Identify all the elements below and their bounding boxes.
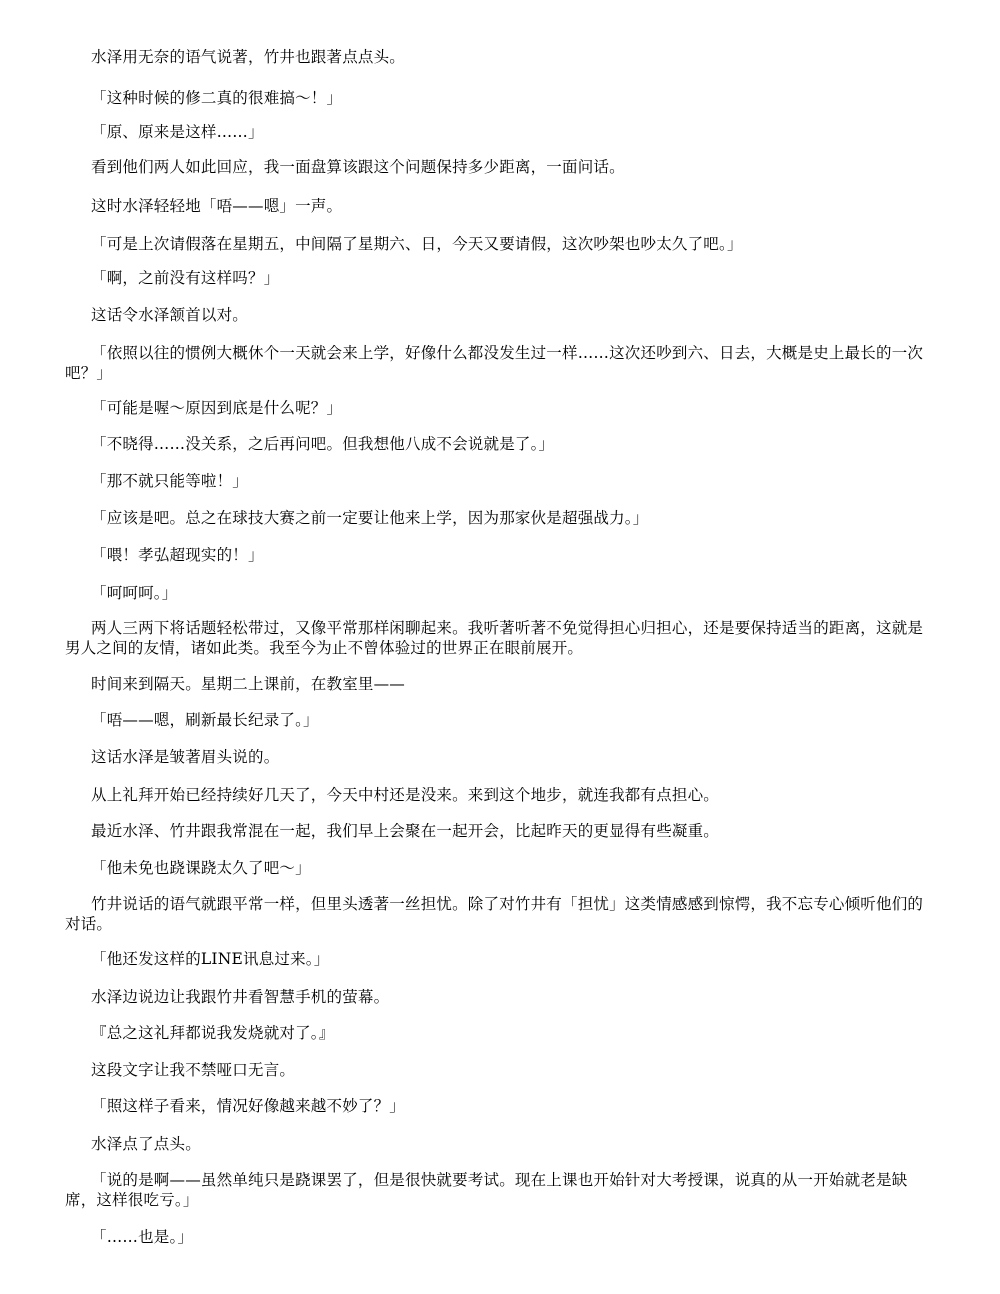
paragraph: 「呵呵呵。」 xyxy=(91,584,178,602)
paragraph: 从上礼拜开始已经持续好几天了，今天中村还是没来。来到这个地步，就连我都有点担心。 xyxy=(91,786,720,804)
paragraph: 水泽边说边让我跟竹井看智慧手机的萤幕。 xyxy=(91,988,390,1006)
paragraph: 「……也是。」 xyxy=(91,1228,194,1246)
paragraph: 「不晓得……没关系，之后再问吧。但我想他八成不会说就是了。」 xyxy=(91,435,555,453)
paragraph: 「应该是吧。总之在球技大赛之前一定要让他来上学，因为那家伙是超强战力。」 xyxy=(91,509,649,527)
paragraph: 「那不就只能等啦！」 xyxy=(91,472,249,490)
paragraph: 这时水泽轻轻地「唔——嗯」一声。 xyxy=(91,197,343,215)
paragraph: 「说的是啊——虽然单纯只是跷课罢了，但是很快就要考试。现在上课也开始针对大考授课，说真的从一开始就老是缺席，这样很吃亏。」 xyxy=(65,1171,908,1209)
paragraph: 竹井说话的语气就跟平常一样，但里头透著一丝担忧。除了对竹井有「担忧」这类情感感到惊愕，我不忘专心倾听他们的对话。 xyxy=(65,895,924,933)
paragraph: 「他还发这样的LINE讯息过来。」 xyxy=(91,950,330,968)
paragraph: 「他未免也跷课跷太久了吧～」 xyxy=(91,859,311,877)
paragraph: 最近水泽、竹井跟我常混在一起，我们早上会聚在一起开会，比起昨天的更显得有些凝重。 xyxy=(91,822,720,840)
paragraph: 时间来到隔天。星期二上课前，在教室里—— xyxy=(91,675,406,693)
paragraph: 两人三两下将话题轻松带过，又像平常那样闲聊起来。我听著听著不免觉得担心归担心，还是要保持适当的距离，这就是男人之间的友情，诸如此类。我至今为止不曾体验过的世界正在眼前展开。 xyxy=(65,619,924,657)
paragraph: 看到他们两人如此回应，我一面盘算该跟这个问题保持多少距离，一面问话。 xyxy=(91,158,625,176)
paragraph: 水泽用无奈的语气说著，竹井也跟著点点头。 xyxy=(91,48,406,66)
paragraph: 这话水泽是皱著眉头说的。 xyxy=(91,748,280,766)
paragraph: 水泽点了点头。 xyxy=(91,1135,201,1153)
paragraph: 「照这样子看来，情况好像越来越不妙了？」 xyxy=(91,1097,406,1115)
paragraph: 「唔——嗯，刷新最长纪录了。」 xyxy=(91,711,319,729)
paragraph: 「原、原来是这样……」 xyxy=(91,123,264,141)
paragraph: 这段文字让我不禁哑口无言。 xyxy=(91,1061,296,1079)
paragraph: 「啊，之前没有这样吗？」 xyxy=(91,269,280,287)
paragraph: 「依照以往的惯例大概休个一天就会来上学，好像什么都没发生过一样……这次还吵到六、日去，大概是史上最长的一次吧？」 xyxy=(65,344,924,382)
paragraph: 「这种时候的修二真的很难搞～！」 xyxy=(91,89,343,107)
paragraph: 「可是上次请假落在星期五，中间隔了星期六、日，今天又要请假，这次吵架也吵太久了吧。」 xyxy=(91,235,743,253)
paragraph: 这话令水泽颔首以对。 xyxy=(91,306,249,324)
paragraph: 『总之这礼拜都说我发烧就对了。』 xyxy=(91,1024,335,1042)
paragraph: 「喂！孝弘超现实的！」 xyxy=(91,546,264,564)
paragraph: 「可能是喔～原因到底是什么呢？」 xyxy=(91,399,343,417)
